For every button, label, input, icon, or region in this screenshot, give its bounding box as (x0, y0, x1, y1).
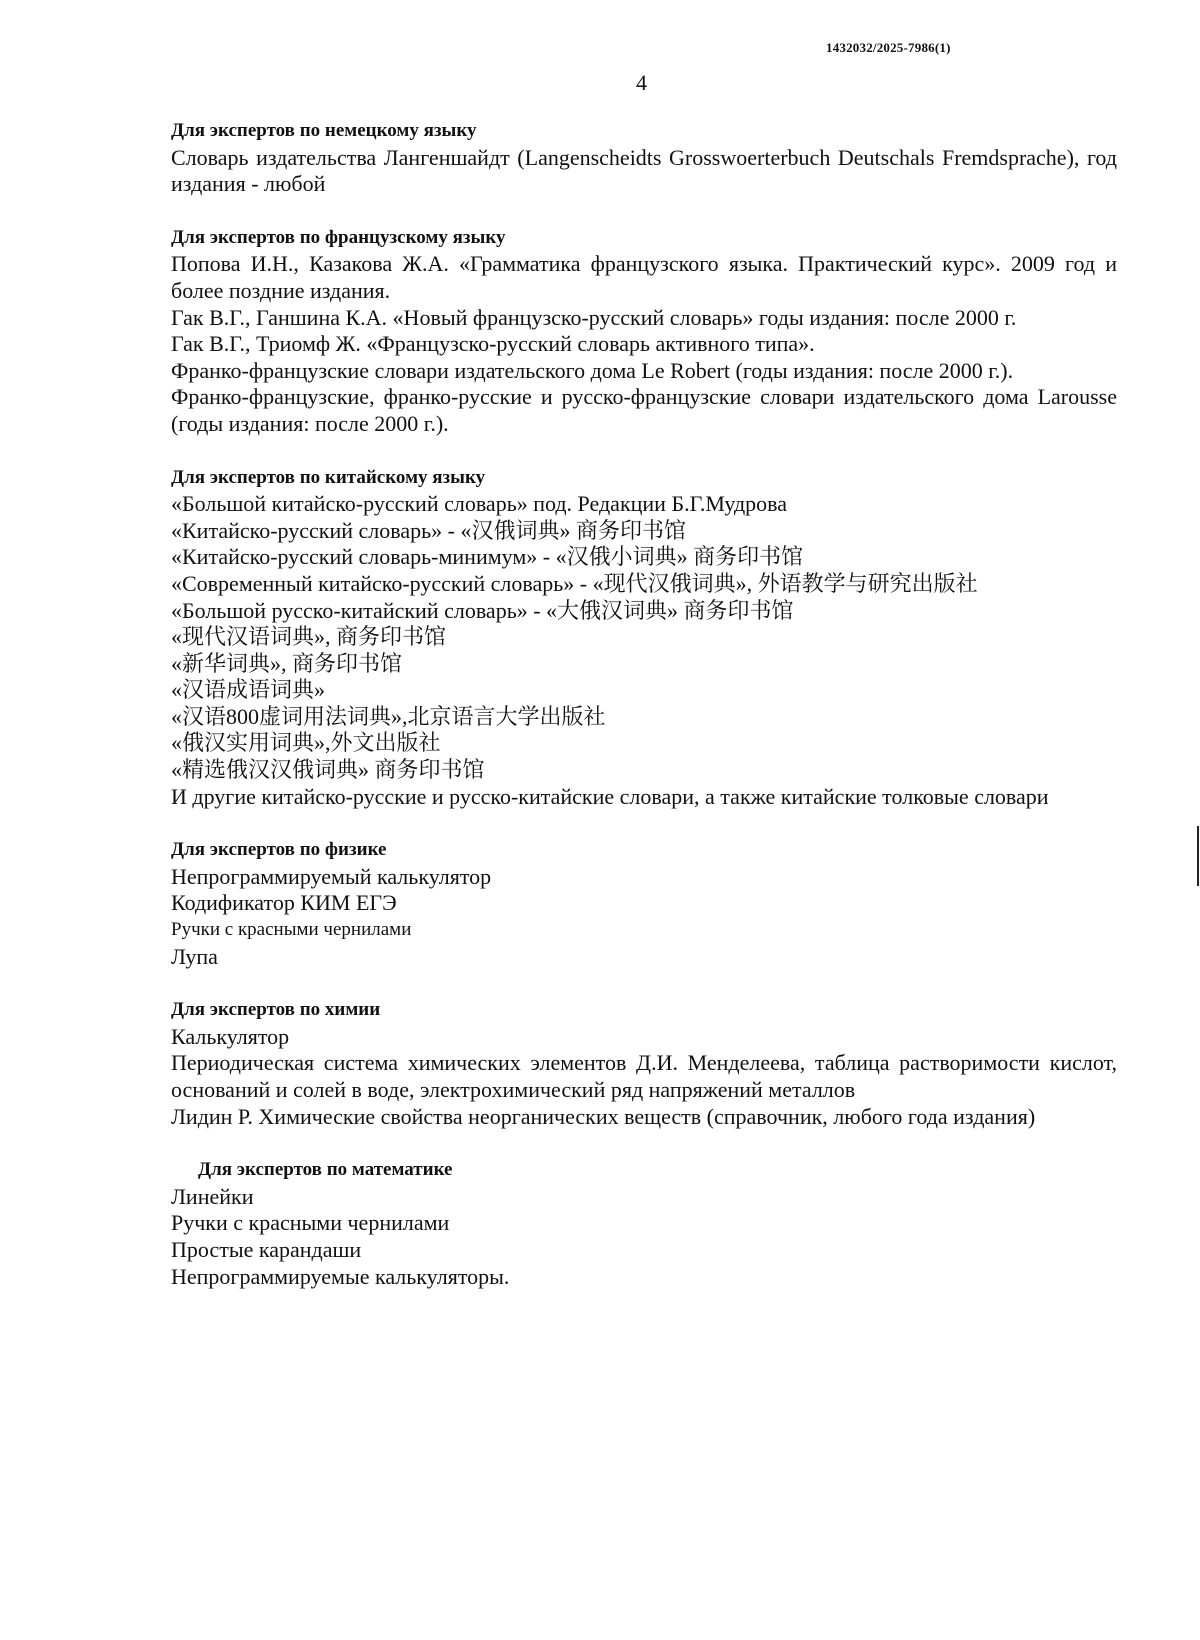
document-body (171, 118, 1117, 1317)
list-item: Гак В.Г., Ганшина К.А. «Новый французско-русский словарь» годы издания: после 2000 г. (171, 304, 1017, 330)
section-french (171, 225, 1117, 438)
list-item: Простые карандаши (171, 1236, 362, 1262)
section-heading: Для экспертов по китайскому языку (171, 466, 486, 488)
list-item: Непрограммируемый калькулятор (171, 863, 492, 889)
list-item: Линейки (171, 1183, 254, 1209)
list-item: И другие китайско-русские и русско-китайские словари, а также китайские толковые словари (171, 783, 1049, 809)
list-item: Ручки с красными чернилами (171, 919, 412, 941)
list-item: «新华词典», 商务印书馆 (171, 650, 403, 676)
list-item: Франко-французские, франко-русские и русско-французские словари издательского дома Larousse (годы издания: после 2000 г.). (171, 384, 1117, 436)
list-item: «俄汉实用词典»,外文出版社 (171, 730, 441, 756)
section-heading: Для экспертов по французскому языку (171, 226, 506, 248)
list-item: Попова И.Н., Казакова Ж.А. «Грамматика французского языка. Практический курс». 2009 год и более поздние издания. (171, 251, 1117, 303)
list-item: «汉语成语词典» (171, 677, 326, 703)
section-heading: Для экспертов по немецкому языку (171, 120, 477, 141)
list-item: «Китайско-русский словарь» - «汉俄词典» 商务印书馆 (171, 517, 686, 543)
section-heading: Для экспертов по химии (171, 999, 381, 1021)
doc-number: 1432032/2025-7986(1) (826, 40, 951, 55)
list-item: Лидин Р. Химические свойства неорганических веществ (справочник, любого года издания) (171, 1103, 1036, 1129)
list-item: «Современный китайско-русский словарь» - «现代汉俄词典», 外语教学与研究出版社 (171, 570, 978, 596)
section-heading: Для экспертов по математике (198, 1159, 453, 1181)
section-math (171, 1157, 1117, 1290)
list-item: «Большой китайско-русский словарь» под. Редакции Б.Г.Мудрова (171, 491, 787, 517)
list-item: «精选俄汉汉俄词典» 商务印书馆 (171, 757, 485, 783)
list-item: «汉语800虚词用法词典»,北京语言大学出版社 (171, 703, 606, 729)
list-item: Непрограммируемые калькуляторы. (171, 1263, 510, 1289)
page-number: 4 (636, 70, 647, 95)
list-item: Калькулятор (171, 1023, 290, 1049)
section-heading: Для экспертов по физике (171, 839, 387, 861)
list-item: «Китайско-русский словарь-минимум» - «汉俄小词典» 商务印书馆 (171, 544, 804, 570)
list-item: Словарь издательства Лангеншайдт (Langenscheidts Grosswoerterbuch Deutschals Fremdsprache), год издания - любой (171, 144, 1117, 197)
list-item: Ручки с красными чернилами (171, 1210, 450, 1236)
list-item: Лупа (171, 943, 218, 969)
list-item: Периодическая система химических элементов Д.И. Менделеева, таблица растворимости кислот, оснований и солей в воде, электрохимический ряд напряжений металлов (171, 1050, 1117, 1102)
list-item: «Большой русско-китайский словарь» - «大俄汉词典» 商务印书馆 (171, 597, 794, 623)
scan-edge-mark (1197, 826, 1199, 886)
list-item: «现代汉语词典», 商务印书馆 (171, 624, 447, 650)
list-item: Франко-французские словари издательского дома Le Robert (годы издания: после 2000 г.). (171, 357, 1014, 383)
list-item: Кодификатор КИМ ЕГЭ (171, 890, 397, 916)
section-chemistry (171, 997, 1117, 1130)
section-german (171, 118, 1117, 198)
list-item: Гак В.Г., Триомф Ж. «Французско-русский словарь активного типа». (171, 331, 815, 357)
section-physics (171, 837, 1117, 970)
section-chinese (171, 465, 1117, 811)
